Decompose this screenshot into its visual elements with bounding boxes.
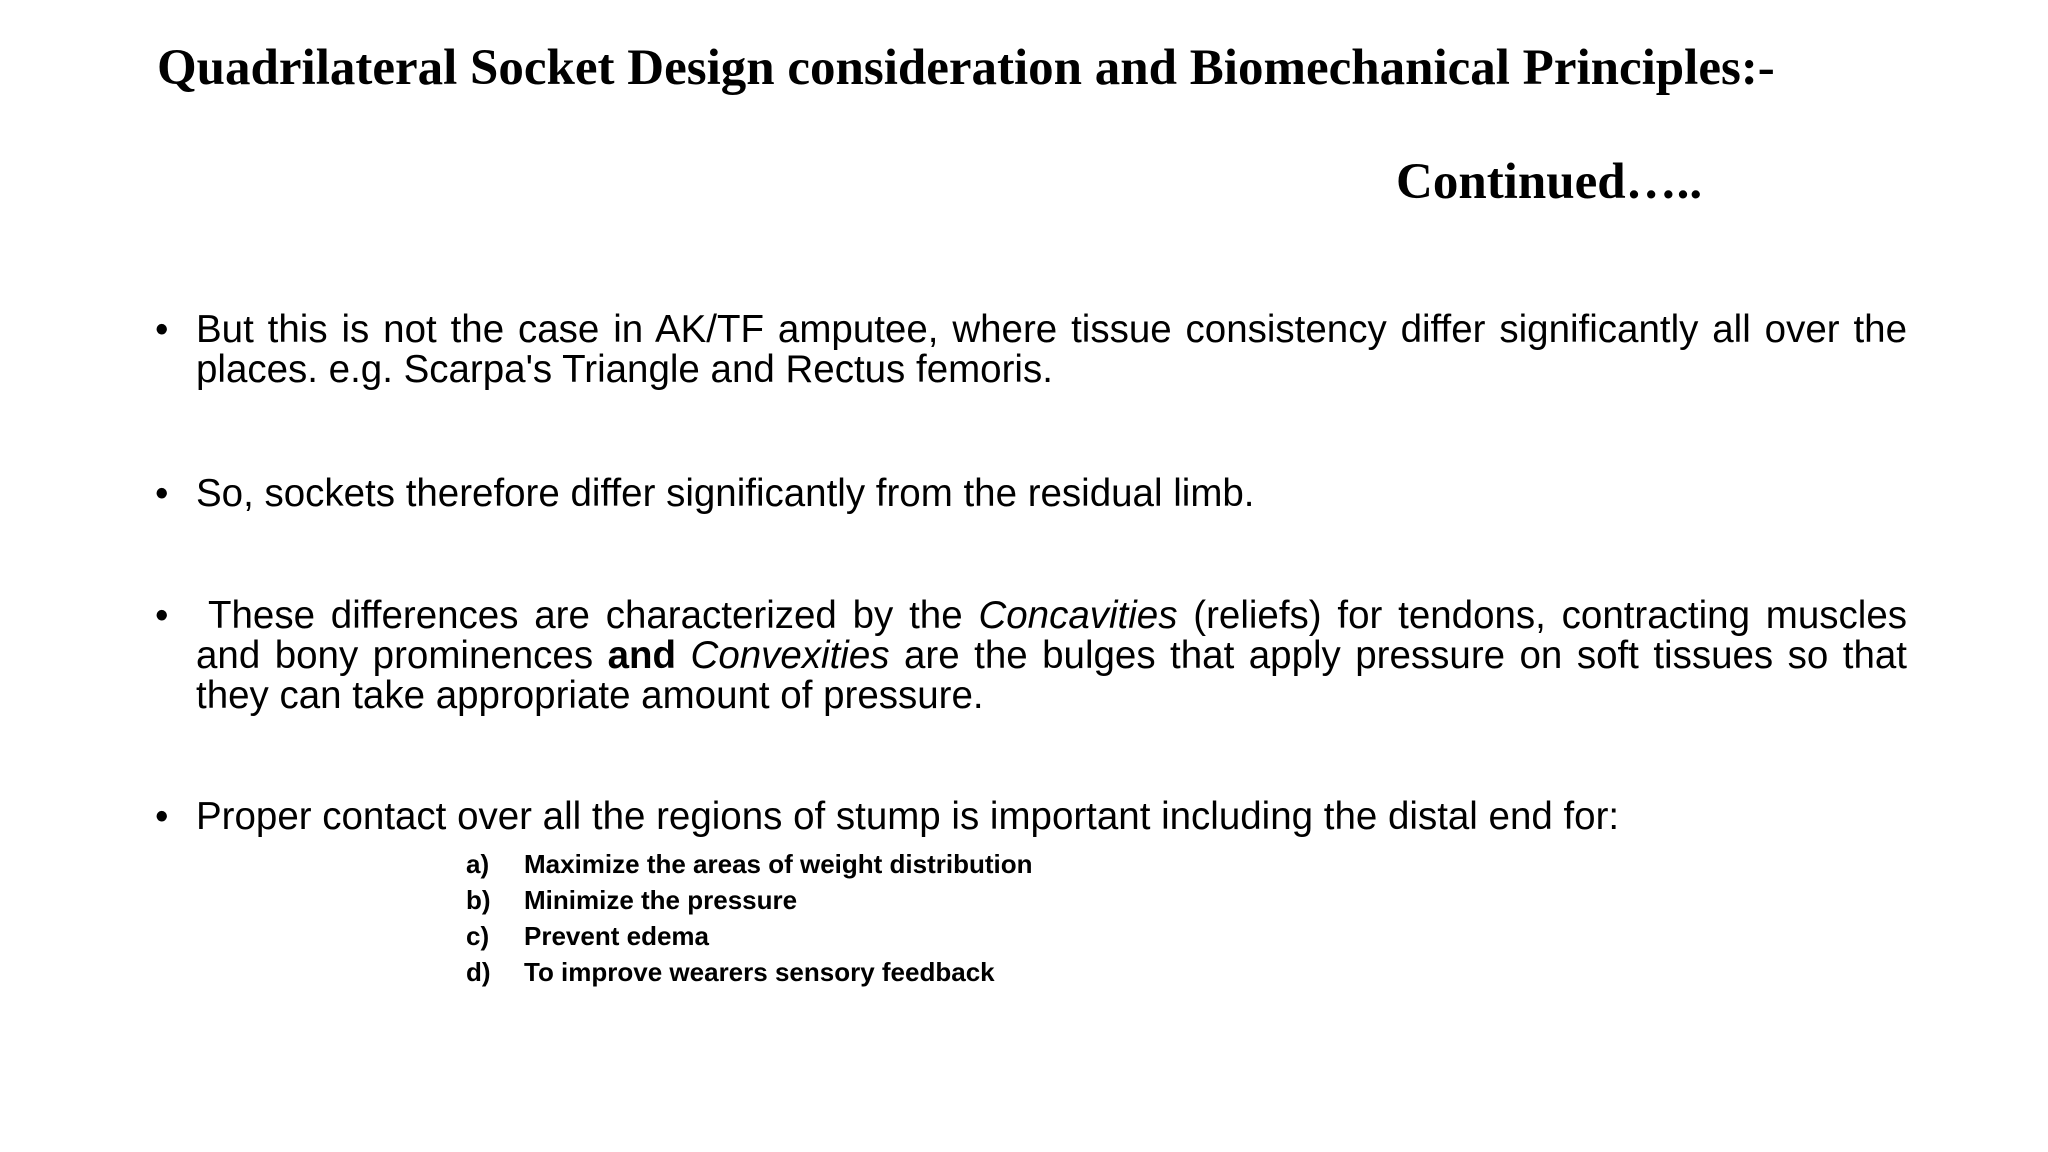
slide-title: Quadrilateral Socket Design consideration and Biomechanical Principles:- (157, 40, 1775, 96)
sub-list-label: Maximize the areas of weight distribution (524, 849, 1033, 879)
bullet-dot-icon: • (155, 795, 169, 838)
bullet-item (155, 474, 1907, 514)
concavities-term: Concavities (978, 594, 1178, 637)
bullet-text-segment (676, 634, 690, 677)
sub-list-label: Minimize the pressure (524, 885, 798, 915)
convexities-term: Convexities (690, 634, 890, 677)
bullet-text: So, sockets therefore differ significantly from the residual limb. (196, 472, 1255, 515)
bullet-dot-icon: • (155, 594, 169, 637)
sub-list-label: Prevent edema (524, 921, 709, 951)
slide-subtitle: Continued….. (1396, 154, 1703, 210)
sub-list-marker: a) (466, 849, 490, 879)
and-emphasis: and (607, 634, 677, 677)
sub-list-marker: b) (466, 885, 491, 915)
bullet-text-segment: These differences are characterized by the (208, 594, 979, 637)
sub-list-marker: c) (466, 921, 490, 951)
bullet-dot-icon: • (155, 472, 169, 515)
bullet-text: But this is not the case in AK/TF amputee, where tissue consistency differ significantly all over the places. e.g. Scarpa's Triangle and Rectus femoris. (196, 308, 1907, 391)
bullet-text (196, 596, 1907, 716)
bullet-item (155, 797, 1907, 837)
bullet-text-segment: are the bulges that apply pressure on soft tissues so that they can take appropriate amount of pressure. (196, 634, 1908, 717)
bullet-text: Proper contact over all the regions of stump is important including the distal end for: (196, 795, 1620, 838)
bullet-dot-icon: • (155, 308, 169, 351)
bullet-text-segment: (reliefs) for tendons, contracting muscles and bony prominences (196, 594, 1907, 677)
bullet-item (155, 596, 1907, 716)
bullet-item (155, 310, 1907, 390)
sub-list-label: To improve wearers sensory feedback (524, 957, 995, 987)
sub-list-marker: d) (466, 957, 491, 987)
